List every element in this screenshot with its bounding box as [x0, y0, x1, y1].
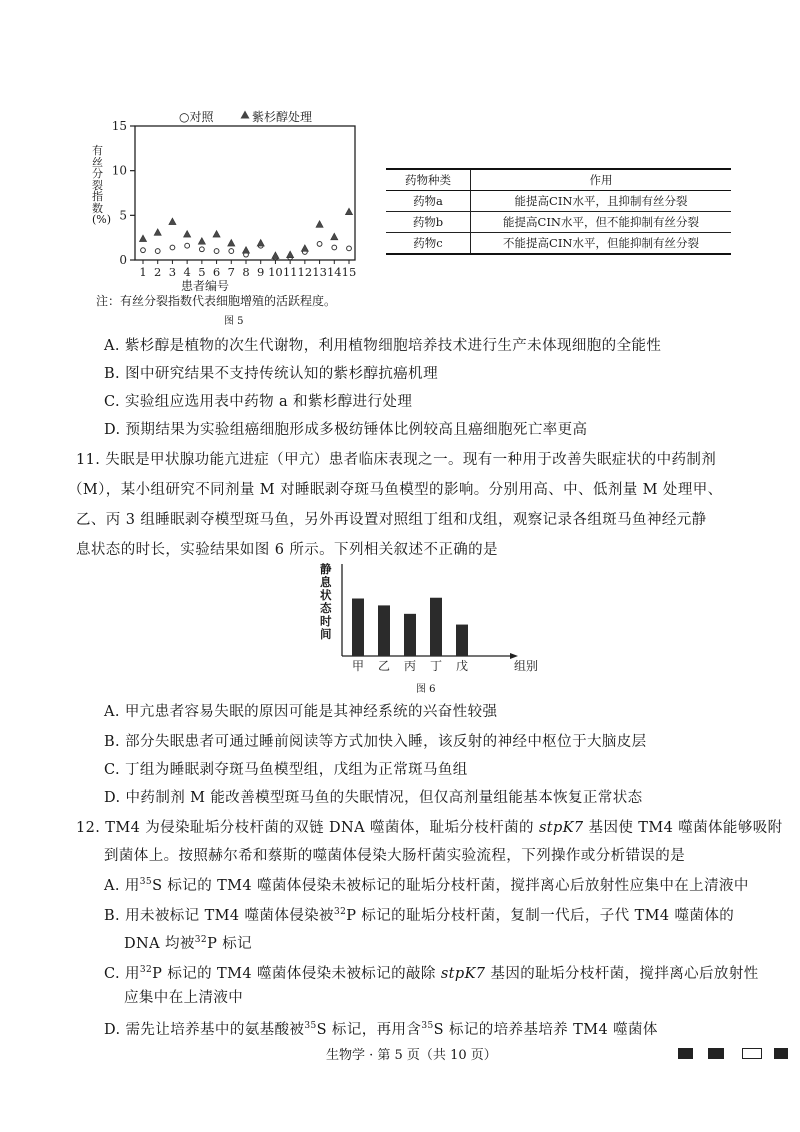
black-square-mark [774, 1048, 788, 1059]
q11-option-b: B. 部分失眠患者可通过睡前阅读等方式加快入睡，该反射的神经中枢位于大脑皮层 [104, 734, 647, 750]
q10-option-a: A. 紫杉醇是植物的次生代谢物，利用植物细胞培养技术进行生产未体现细胞的全能性 [104, 338, 662, 354]
fig6-caption: 图 6 [416, 684, 436, 695]
page-footer: 生物学 · 第 5 页（共 10 页） [326, 1048, 497, 1063]
q11-stem-line2: （M），某小组研究不同剂量 M 对睡眠剥夺斑马鱼模型的影响。分别用高、中、低剂量 M 处理甲、 [68, 482, 723, 498]
x-tick-label: 8 [242, 265, 250, 279]
table-cell: 能提高CIN水平，但不能抑制有丝分裂 [471, 212, 732, 233]
control-point [185, 243, 190, 248]
drug-table [386, 168, 731, 255]
x-category-label: 丁 [429, 659, 443, 673]
q12-option-c-line2: 应集中在上清液中 [124, 990, 244, 1006]
x-category-label: 戊 [455, 659, 469, 673]
treatment-point [169, 218, 176, 225]
q12-option-c: C. 用$^{32}$P 标记的 TM4 噬菌体侵染未被标记的敲除 stpK7 基因的耻垢分枝杆菌，搅拌离心后放射性 [104, 965, 759, 982]
fig5-xlabel: 患者编号 [181, 279, 230, 293]
q10-option-b: B. 图中研究结果不支持传统认知的紫杉醇抗癌机理 [104, 366, 438, 382]
x-tick-label: 2 [154, 265, 162, 279]
control-point [199, 247, 204, 252]
x-category-label: 甲 [351, 659, 365, 673]
x-tick-label: 12 [297, 265, 313, 279]
x-tick-label: 13 [312, 265, 327, 279]
legend-control: ○对照 [179, 110, 214, 124]
treatment-point [139, 235, 146, 242]
treatment-point [272, 252, 279, 259]
y-tick-label: 15 [111, 119, 127, 133]
x-tick-label: 14 [326, 265, 342, 279]
treatment-point [228, 239, 235, 246]
q12-option-a: A. 用$^{35}$S 标记的 TM4 噬菌体侵染未被标记的耻垢分枝杆菌，搅拌离心后放射性应集中在上清液中 [104, 877, 749, 894]
black-square-mark [678, 1048, 693, 1059]
q11-option-a: A. 甲亢患者容易失眠的原因可能是其神经系统的兴奋性较强 [104, 704, 498, 720]
q12-stem-line2: 到菌体上。按照赫尔希和蔡斯的噬菌体侵染大肠杆菌实验流程，下列操作或分析错误的是 [104, 848, 686, 864]
bar [430, 598, 442, 656]
control-point [141, 248, 146, 253]
figure-6-bar-chart [320, 560, 560, 678]
treatment-point [331, 233, 338, 240]
q12-option-b: B. 用未被标记 TM4 噬菌体侵染被$^{32}$P 标记的耻垢分枝杆菌，复制一代后，子代 TM4 噬菌体的 [104, 907, 735, 924]
fig5-caption: 图 5 [224, 316, 244, 327]
fig5-ylabel: 有丝分裂指数(%) [92, 144, 112, 226]
control-point [214, 249, 219, 254]
q10-option-d: D. 预期结果为实验组癌细胞形成多极纺锤体比例较高且癌细胞死亡率更高 [104, 422, 588, 438]
fig5-note: 注：有丝分裂指数代表细胞增殖的活跃程度。 [96, 294, 337, 308]
table-row [386, 212, 731, 233]
x-tick-label: 5 [198, 265, 206, 279]
figure-5-scatter [86, 104, 366, 294]
table-header-row [386, 169, 731, 191]
black-square-mark [708, 1048, 724, 1059]
treatment-point [213, 230, 220, 237]
q12-option-d: D. 需先让培养基中的氨基酸被$^{35}$S 标记，再用含$^{35}$S 标记的培养基培养 TM4 噬菌体 [104, 1021, 658, 1038]
x-tick-label: 4 [183, 265, 191, 279]
x-tick-label: 7 [227, 265, 235, 279]
treatment-point [345, 208, 352, 215]
q10-option-c: C. 实验组应选用表中药物 a 和紫杉醇进行处理 [104, 394, 413, 410]
q12-option-b-line2: DNA 均被$^{32}$P 标记 [124, 935, 253, 952]
treatment-point [242, 247, 249, 254]
table-cell: 药物a [386, 191, 471, 212]
treatment-point [257, 239, 264, 246]
x-axis-title: 组别 [514, 659, 539, 673]
control-point [317, 242, 322, 247]
treatment-point [301, 245, 308, 252]
x-category-label: 丙 [403, 659, 417, 673]
control-point [155, 249, 160, 254]
bar [456, 625, 468, 656]
q11-option-c: C. 丁组为睡眠剥夺斑马鱼模型组，戊组为正常斑马鱼组 [104, 762, 468, 778]
gene-name: stpK7 [440, 965, 486, 982]
x-tick-label: 1 [139, 265, 147, 279]
table-row [386, 191, 731, 212]
hollow-square-mark [742, 1048, 762, 1059]
q11-option-d: D. 中药制剂 M 能改善模型斑马鱼的失眠情况，但仅高剂量组能基本恢复正常状态 [104, 790, 643, 806]
table-cell: 能提高CIN水平，且抑制有丝分裂 [471, 191, 732, 212]
plot-frame [135, 126, 355, 260]
fig6-ylabel: 静息状态时间 [320, 562, 332, 641]
q11-stem-line1: 11. 失眠是甲状腺功能亢进症（甲亢）患者临床表现之一。现有一种用于改善失眠症状的中药制剂 [76, 452, 717, 468]
treatment-point [316, 221, 323, 228]
q11-stem-line3: 乙、丙 3 组睡眠剥夺模型斑马鱼，另外再设置对照组丁组和戊组，观察记录各组斑马鱼神经元静 [76, 512, 707, 528]
y-tick-label: 5 [119, 208, 127, 223]
treatment-point [198, 238, 205, 245]
x-tick-label: 6 [212, 265, 221, 279]
x-category-label: 乙 [377, 659, 391, 673]
table-cell: 药物b [386, 212, 471, 233]
control-point [347, 246, 352, 251]
q11-stem-line4: 息状态的时长，实验结果如图 6 所示。下列相关叙述不正确的是 [76, 542, 498, 558]
legend-triangle-icon [240, 109, 250, 122]
control-point [229, 249, 234, 254]
y-tick-label: 10 [111, 163, 127, 178]
control-point [332, 245, 337, 250]
table-cell: 药物c [386, 233, 471, 255]
gene-name: stpK7 [538, 820, 584, 836]
table-row [386, 233, 731, 255]
x-tick-label: 15 [341, 265, 357, 279]
legend-treatment: 紫杉醇处理 [252, 110, 313, 124]
treatment-point [184, 230, 191, 237]
q12-stem-line1: 12. TM4 为侵染耻垢分枝杆菌的双链 DNA 噬菌体，耻垢分枝杆菌的 stpK7 基因使 TM4 噬菌体能够吸附 [76, 820, 783, 836]
bar [404, 614, 416, 656]
treatment-point [287, 251, 294, 258]
x-tick-label: 9 [257, 265, 265, 279]
table-cell: 不能提高CIN水平，但能抑制有丝分裂 [471, 233, 732, 255]
y-tick-label: 0 [119, 253, 127, 267]
treatment-point [154, 229, 161, 236]
bar [352, 599, 364, 657]
control-point [170, 245, 175, 250]
x-tick-label: 11 [282, 265, 298, 279]
table-header: 药物种类 [386, 169, 471, 191]
table-header: 作用 [471, 169, 732, 191]
bar [378, 605, 390, 656]
x-tick-label: 10 [268, 265, 283, 279]
x-tick-label: 3 [168, 265, 177, 279]
